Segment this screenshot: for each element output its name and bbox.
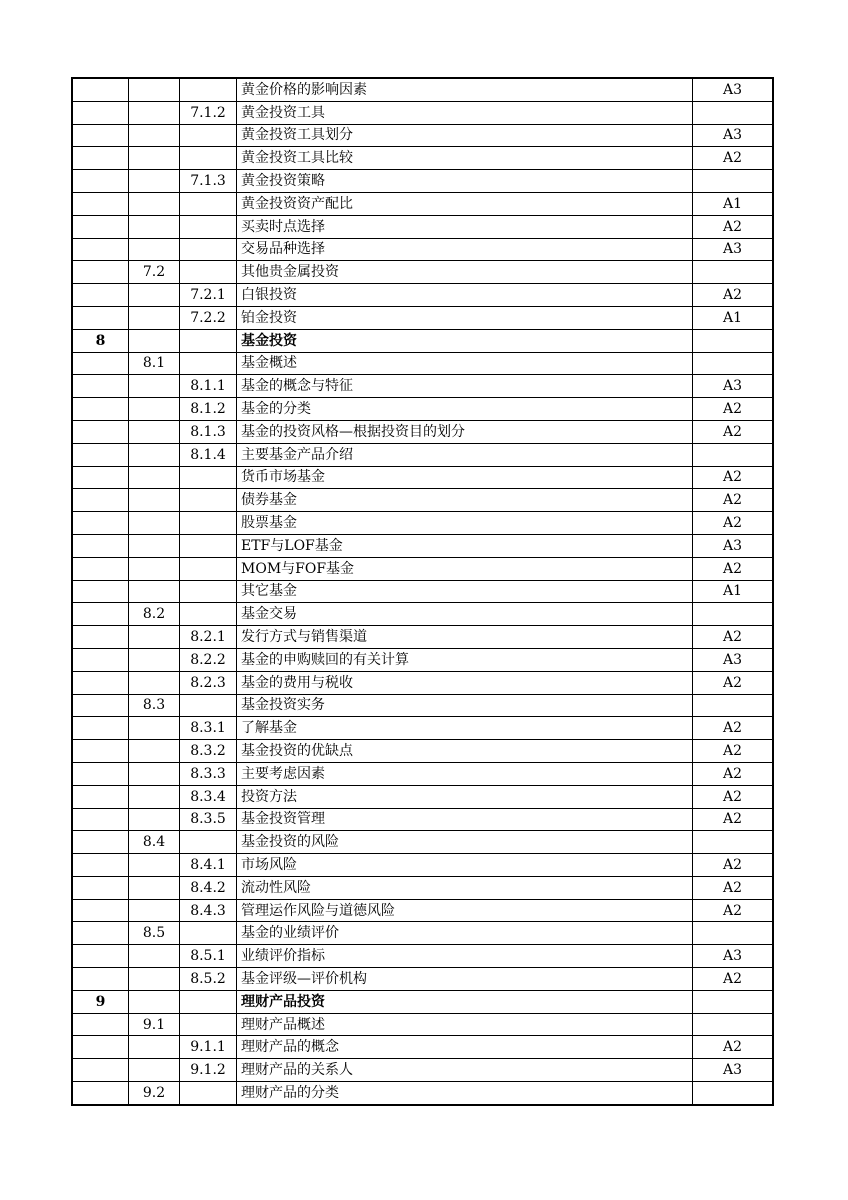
table-row (72, 899, 773, 922)
table-row (72, 1082, 773, 1105)
chapter-number-cell (72, 306, 129, 329)
section-number-cell (129, 648, 180, 671)
level-cell (693, 694, 774, 717)
chapter-number-cell (72, 101, 129, 124)
section-number-cell (129, 1059, 180, 1082)
section-number-cell (129, 671, 180, 694)
section-number-cell (129, 375, 180, 398)
chapter-number-cell (72, 580, 129, 603)
level-cell: A2 (693, 557, 774, 580)
subsection-number-cell (180, 831, 237, 854)
subsection-number-cell (180, 192, 237, 215)
subsection-number-cell (180, 329, 237, 352)
chapter-number-cell (72, 78, 129, 101)
table-row (72, 831, 773, 854)
table-row (72, 785, 773, 808)
section-number-cell (129, 489, 180, 512)
topic-cell: 基金投资管理 (237, 808, 693, 831)
subsection-number-cell: 7.2.2 (180, 306, 237, 329)
subsection-number-cell (180, 78, 237, 101)
subsection-number-cell (180, 534, 237, 557)
chapter-number-cell (72, 375, 129, 398)
level-cell: A3 (693, 945, 774, 968)
chapter-number-cell (72, 398, 129, 421)
section-number-cell (129, 443, 180, 466)
subsection-number-cell: 8.1.3 (180, 420, 237, 443)
section-number-cell: 8.4 (129, 831, 180, 854)
table-row (72, 648, 773, 671)
subsection-number-cell: 8.2.3 (180, 671, 237, 694)
level-cell: A2 (693, 968, 774, 991)
section-number-cell (129, 284, 180, 307)
topic-cell: 黄金价格的影响因素 (237, 78, 693, 101)
section-number-cell (129, 306, 180, 329)
section-number-cell (129, 101, 180, 124)
topic-cell: 基金的费用与税收 (237, 671, 693, 694)
subsection-number-cell: 7.1.2 (180, 101, 237, 124)
chapter-number-cell (72, 1082, 129, 1105)
chapter-number-cell (72, 352, 129, 375)
level-cell: A3 (693, 534, 774, 557)
chapter-number-cell (72, 215, 129, 238)
table-row (72, 101, 773, 124)
section-number-cell (129, 899, 180, 922)
chapter-number-cell (72, 261, 129, 284)
chapter-number-cell (72, 603, 129, 626)
table-row (72, 854, 773, 877)
section-number-cell (129, 762, 180, 785)
topic-cell: 基金的申购赎回的有关计算 (237, 648, 693, 671)
level-cell: A3 (693, 375, 774, 398)
level-cell: A2 (693, 512, 774, 535)
chapter-number-cell (72, 466, 129, 489)
chapter-number-cell: 8 (72, 329, 129, 352)
chapter-number-cell (72, 831, 129, 854)
level-cell: A3 (693, 1059, 774, 1082)
subsection-number-cell: 7.2.1 (180, 284, 237, 307)
section-number-cell (129, 740, 180, 763)
table-row (72, 306, 773, 329)
section-number-cell (129, 717, 180, 740)
table-row (72, 580, 773, 603)
chapter-number-cell (72, 284, 129, 307)
level-cell: A2 (693, 808, 774, 831)
topic-cell: ETF与LOF基金 (237, 534, 693, 557)
section-number-cell: 8.1 (129, 352, 180, 375)
topic-cell: 流动性风险 (237, 876, 693, 899)
level-cell: A2 (693, 398, 774, 421)
subsection-number-cell: 7.1.3 (180, 170, 237, 193)
section-number-cell (129, 420, 180, 443)
section-number-cell (129, 785, 180, 808)
section-number-cell (129, 580, 180, 603)
subsection-number-cell: 8.5.2 (180, 968, 237, 991)
topic-cell: 其他贵金属投资 (237, 261, 693, 284)
subsection-number-cell (180, 1082, 237, 1105)
subsection-number-cell (180, 261, 237, 284)
topic-cell: 黄金投资工具划分 (237, 124, 693, 147)
level-cell: A2 (693, 215, 774, 238)
chapter-number-cell (72, 717, 129, 740)
chapter-number-cell (72, 808, 129, 831)
table-row (72, 876, 773, 899)
topic-cell: 黄金投资策略 (237, 170, 693, 193)
topic-cell: MOM与FOF基金 (237, 557, 693, 580)
chapter-number-cell (72, 512, 129, 535)
topic-cell: 股票基金 (237, 512, 693, 535)
table-row (72, 192, 773, 215)
subsection-number-cell: 8.1.1 (180, 375, 237, 398)
level-cell (693, 101, 774, 124)
section-number-cell: 7.2 (129, 261, 180, 284)
chapter-number-cell (72, 1059, 129, 1082)
subsection-number-cell: 8.1.4 (180, 443, 237, 466)
chapter-number-cell (72, 170, 129, 193)
table-row (72, 968, 773, 991)
subsection-number-cell: 8.2.1 (180, 626, 237, 649)
subsection-number-cell: 8.3.1 (180, 717, 237, 740)
topic-cell: 基金投资实务 (237, 694, 693, 717)
table-row (72, 443, 773, 466)
chapter-number-cell (72, 854, 129, 877)
subsection-number-cell (180, 694, 237, 717)
chapter-number-cell (72, 124, 129, 147)
topic-cell: 基金投资的风险 (237, 831, 693, 854)
section-number-cell (129, 512, 180, 535)
section-number-cell: 9.1 (129, 1013, 180, 1036)
topic-cell: 投资方法 (237, 785, 693, 808)
topic-cell: 基金的概念与特征 (237, 375, 693, 398)
chapter-number-cell (72, 1013, 129, 1036)
level-cell: A2 (693, 466, 774, 489)
chapter-number-cell (72, 648, 129, 671)
section-number-cell (129, 78, 180, 101)
level-cell: A3 (693, 238, 774, 261)
chapter-number-cell (72, 899, 129, 922)
table-row (72, 466, 773, 489)
chapter-number-cell (72, 443, 129, 466)
level-cell (693, 329, 774, 352)
table-row (72, 626, 773, 649)
chapter-number-cell (72, 626, 129, 649)
topic-cell: 基金概述 (237, 352, 693, 375)
table-row (72, 78, 773, 101)
chapter-number-cell (72, 420, 129, 443)
chapter-number-cell (72, 945, 129, 968)
subsection-number-cell (180, 1013, 237, 1036)
level-cell: A2 (693, 899, 774, 922)
table-row (72, 512, 773, 535)
topic-cell: 铂金投资 (237, 306, 693, 329)
table-row (72, 489, 773, 512)
section-number-cell (129, 945, 180, 968)
chapter-number-cell (72, 238, 129, 261)
level-cell (693, 1082, 774, 1105)
section-number-cell (129, 968, 180, 991)
table-row (72, 261, 773, 284)
level-cell (693, 603, 774, 626)
level-cell: A1 (693, 306, 774, 329)
table-row (72, 238, 773, 261)
topic-cell: 基金投资 (237, 329, 693, 352)
level-cell: A3 (693, 78, 774, 101)
chapter-row (72, 990, 773, 1013)
table-row (72, 147, 773, 170)
chapter-number-cell (72, 489, 129, 512)
level-cell: A3 (693, 124, 774, 147)
table-row (72, 420, 773, 443)
topic-cell: 理财产品的分类 (237, 1082, 693, 1105)
subsection-number-cell (180, 603, 237, 626)
section-number-cell (129, 238, 180, 261)
level-cell: A1 (693, 580, 774, 603)
subsection-number-cell (180, 557, 237, 580)
subsection-number-cell: 8.5.1 (180, 945, 237, 968)
subsection-number-cell: 9.1.1 (180, 1036, 237, 1059)
table-row (72, 375, 773, 398)
level-cell: A2 (693, 420, 774, 443)
syllabus-table (71, 77, 774, 1106)
section-number-cell (129, 1036, 180, 1059)
subsection-number-cell: 8.3.3 (180, 762, 237, 785)
chapter-number-cell (72, 557, 129, 580)
subsection-number-cell (180, 124, 237, 147)
subsection-number-cell: 9.1.2 (180, 1059, 237, 1082)
chapter-number-cell (72, 740, 129, 763)
table-row (72, 534, 773, 557)
table-row (72, 694, 773, 717)
level-cell (693, 922, 774, 945)
section-number-cell (129, 124, 180, 147)
chapter-number-cell (72, 534, 129, 557)
level-cell: A2 (693, 762, 774, 785)
subsection-number-cell (180, 489, 237, 512)
topic-cell: 基金的业绩评价 (237, 922, 693, 945)
level-cell: A2 (693, 671, 774, 694)
topic-cell: 黄金投资工具比较 (237, 147, 693, 170)
section-number-cell: 8.2 (129, 603, 180, 626)
section-number-cell (129, 170, 180, 193)
topic-cell: 市场风险 (237, 854, 693, 877)
table-row (72, 352, 773, 375)
subsection-number-cell: 8.4.3 (180, 899, 237, 922)
subsection-number-cell (180, 990, 237, 1013)
subsection-number-cell: 8.3.5 (180, 808, 237, 831)
topic-cell: 黄金投资资产配比 (237, 192, 693, 215)
chapter-number-cell (72, 1036, 129, 1059)
level-cell: A2 (693, 717, 774, 740)
level-cell: A2 (693, 740, 774, 763)
chapter-number-cell (72, 192, 129, 215)
chapter-number-cell (72, 147, 129, 170)
topic-cell: 了解基金 (237, 717, 693, 740)
level-cell (693, 261, 774, 284)
chapter-number-cell (72, 762, 129, 785)
subsection-number-cell (180, 922, 237, 945)
section-number-cell (129, 329, 180, 352)
table-row (72, 170, 773, 193)
subsection-number-cell: 8.3.2 (180, 740, 237, 763)
table-row (72, 762, 773, 785)
table-row (72, 945, 773, 968)
chapter-number-cell (72, 785, 129, 808)
level-cell: A2 (693, 284, 774, 307)
subsection-number-cell (180, 215, 237, 238)
chapter-number-cell (72, 968, 129, 991)
topic-cell: 基金评级—评价机构 (237, 968, 693, 991)
topic-cell: 理财产品投资 (237, 990, 693, 1013)
section-number-cell (129, 215, 180, 238)
section-number-cell (129, 534, 180, 557)
topic-cell: 理财产品的关系人 (237, 1059, 693, 1082)
subsection-number-cell: 8.2.2 (180, 648, 237, 671)
level-cell: A2 (693, 147, 774, 170)
chapter-row (72, 329, 773, 352)
table-row (72, 557, 773, 580)
section-number-cell (129, 466, 180, 489)
section-number-cell (129, 876, 180, 899)
level-cell: A2 (693, 876, 774, 899)
section-number-cell: 8.5 (129, 922, 180, 945)
table-row (72, 603, 773, 626)
topic-cell: 其它基金 (237, 580, 693, 603)
level-cell: A2 (693, 626, 774, 649)
topic-cell: 主要基金产品介绍 (237, 443, 693, 466)
topic-cell: 白银投资 (237, 284, 693, 307)
level-cell (693, 443, 774, 466)
topic-cell: 理财产品的概念 (237, 1036, 693, 1059)
chapter-number-cell (72, 876, 129, 899)
subsection-number-cell (180, 512, 237, 535)
subsection-number-cell (180, 352, 237, 375)
subsection-number-cell (180, 238, 237, 261)
topic-cell: 主要考虑因素 (237, 762, 693, 785)
table-row (72, 284, 773, 307)
table-row (72, 1059, 773, 1082)
topic-cell: 基金的投资风格—根据投资目的划分 (237, 420, 693, 443)
level-cell: A2 (693, 1036, 774, 1059)
section-number-cell (129, 192, 180, 215)
subsection-number-cell (180, 147, 237, 170)
table-row (72, 1013, 773, 1036)
chapter-number-cell (72, 671, 129, 694)
level-cell: A3 (693, 648, 774, 671)
level-cell (693, 352, 774, 375)
table-body (72, 78, 773, 1105)
chapter-number-cell: 9 (72, 990, 129, 1013)
subsection-number-cell: 8.4.2 (180, 876, 237, 899)
level-cell: A2 (693, 489, 774, 512)
level-cell: A2 (693, 785, 774, 808)
subsection-number-cell: 8.1.2 (180, 398, 237, 421)
topic-cell: 黄金投资工具 (237, 101, 693, 124)
chapter-number-cell (72, 922, 129, 945)
table-row (72, 808, 773, 831)
section-number-cell (129, 854, 180, 877)
topic-cell: 买卖时点选择 (237, 215, 693, 238)
topic-cell: 管理运作风险与道德风险 (237, 899, 693, 922)
topic-cell: 理财产品概述 (237, 1013, 693, 1036)
level-cell (693, 990, 774, 1013)
level-cell: A2 (693, 854, 774, 877)
table-row (72, 215, 773, 238)
table-row (72, 398, 773, 421)
level-cell (693, 1013, 774, 1036)
topic-cell: 货币市场基金 (237, 466, 693, 489)
topic-cell: 发行方式与销售渠道 (237, 626, 693, 649)
section-number-cell (129, 990, 180, 1013)
subsection-number-cell: 8.3.4 (180, 785, 237, 808)
chapter-number-cell (72, 694, 129, 717)
topic-cell: 基金交易 (237, 603, 693, 626)
topic-cell: 基金投资的优缺点 (237, 740, 693, 763)
section-number-cell (129, 626, 180, 649)
subsection-number-cell (180, 466, 237, 489)
topic-cell: 基金的分类 (237, 398, 693, 421)
table-row (72, 717, 773, 740)
table-row (72, 124, 773, 147)
section-number-cell (129, 398, 180, 421)
level-cell (693, 831, 774, 854)
table-row (72, 671, 773, 694)
level-cell: A1 (693, 192, 774, 215)
section-number-cell (129, 808, 180, 831)
topic-cell: 交易品种选择 (237, 238, 693, 261)
subsection-number-cell (180, 580, 237, 603)
topic-cell: 债券基金 (237, 489, 693, 512)
table-row (72, 1036, 773, 1059)
level-cell (693, 170, 774, 193)
section-number-cell (129, 557, 180, 580)
subsection-number-cell: 8.4.1 (180, 854, 237, 877)
table-row (72, 740, 773, 763)
section-number-cell: 9.2 (129, 1082, 180, 1105)
table-row (72, 922, 773, 945)
topic-cell: 业绩评价指标 (237, 945, 693, 968)
section-number-cell: 8.3 (129, 694, 180, 717)
section-number-cell (129, 147, 180, 170)
